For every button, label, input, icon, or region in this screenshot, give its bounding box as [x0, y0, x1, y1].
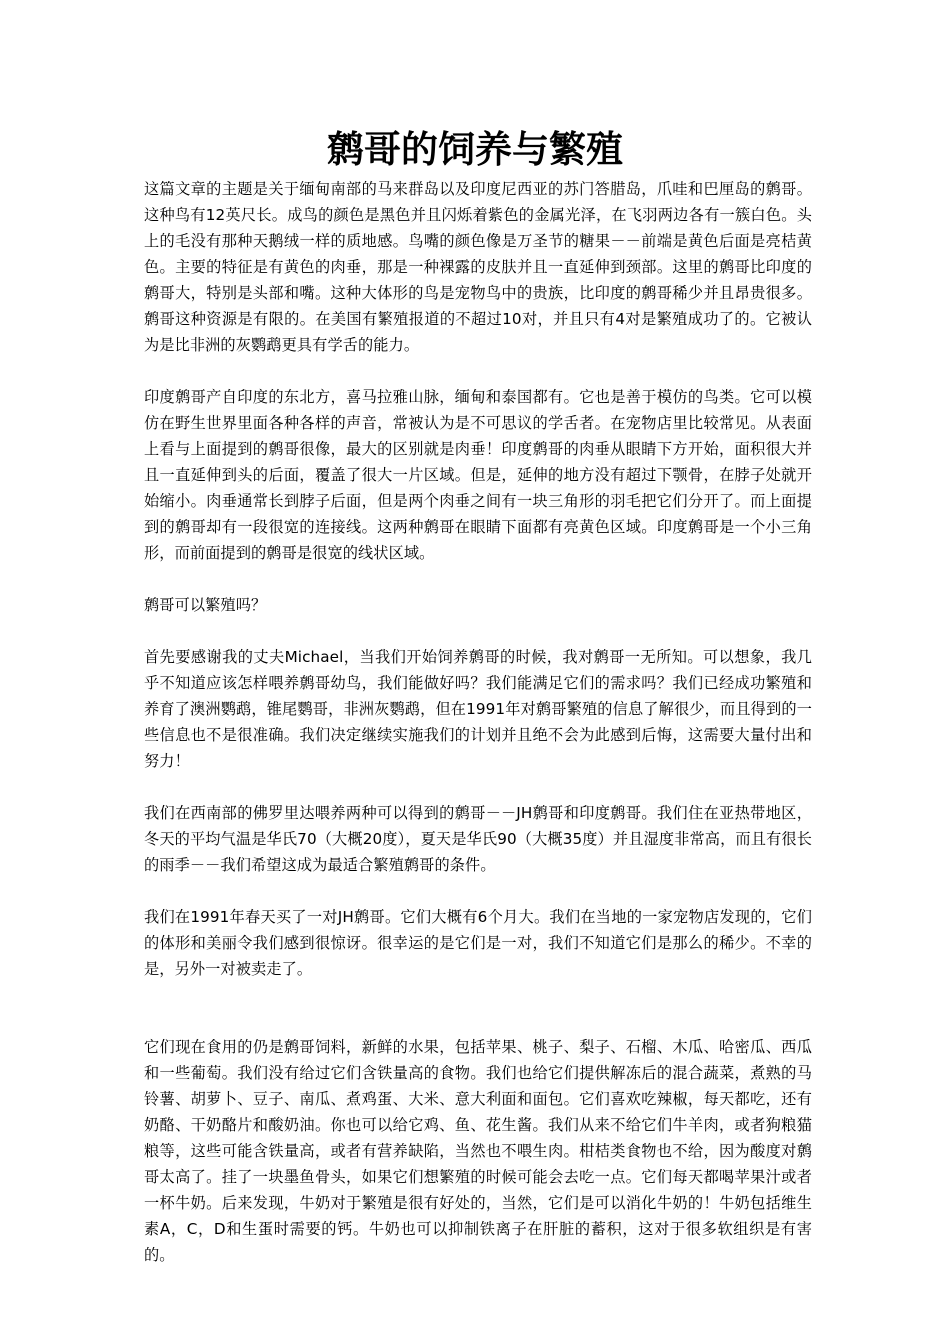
paragraph-indian-myna: 印度鹩哥产自印度的东北方，喜马拉雅山脉，缅甸和泰国都有。它也是善于模仿的鸟类。它可以模仿在野生世界里面各种各样的声音，常被认为是不可思议的学舌者。在宠物店里比较常见。从表面上看与上面提到的鹩哥很像，最大的区别就是肉垂！印度鹩哥的肉垂从眼睛下方开始，面积很大并且一直延伸到头的后面，覆盖了很大一片区域。但是，延伸的地方没有超过下颚骨，在脖子处就开始缩小。肉垂通常长到脖子后面，但是两个肉垂之间有一块三角形的羽毛把它们分开了。而上面提到的鹩哥却有一段很宽的连接线。这两种鹩哥在眼睛下面都有亮黄色区域。印度鹩哥是一个小三角形，而前面提到的鹩哥是很宽的线状区域。: [144, 388, 812, 562]
paragraph-spacer: [144, 566, 812, 592]
paragraph-spacer: [144, 618, 812, 644]
paragraph-spacer: [144, 774, 812, 800]
section-question: 鹩哥可以繁殖吗？: [144, 596, 267, 614]
paragraph-intro: 这篇文章的主题是关于缅甸南部的马来群岛以及印度尼西亚的苏门答腊岛，爪哇和巴厘岛的鹩哥。这种鸟有12英尺长。成鸟的颜色是黑色并且闪烁着紫色的金属光泽，在飞羽两边各有一簇白色。头上的毛没有那种天鹅绒一样的质地感。鸟嘴的颜色像是万圣节的糖果－－前端是黄色后面是亮桔黄色。主要的特征是有黄色的肉垂，那是一种裸露的皮肤并且一直延伸到颈部。这里的鹩哥比印度的鹩哥大，特别是头部和嘴。这种大体形的鸟是宠物鸟中的贵族，比印度的鹩哥稀少并且昂贵很多。鹩哥这种资源是有限的。在美国有繁殖报道的不超过10对，并且只有4对是繁殖成功了的。它被认为是比非洲的灰鹦鹉更具有学舌的能力。: [144, 180, 812, 354]
paragraph-spacer: [144, 982, 812, 1034]
paragraph-purchase: 我们在1991年春天买了一对JH鹩哥。它们大概有6个月大。我们在当地的一家宠物店发现的，它们的体形和美丽令我们感到很惊讶。很幸运的是它们是一对，我们不知道它们是那么的稀少。不幸的是，另外一对被卖走了。: [144, 908, 812, 978]
paragraph-florida: 我们在西南部的佛罗里达喂养两种可以得到的鹩哥－－JH鹩哥和印度鹩哥。我们住在亚热带地区，冬天的平均气温是华氏70（大概20度），夏天是华氏90（大概35度）并且湿度非常高，而且有很长的雨季－－我们希望这成为最适合繁殖鹩哥的条件。: [144, 804, 812, 874]
paragraph-diet: 它们现在食用的仍是鹩哥饲料，新鲜的水果，包括苹果、桃子、梨子、石榴、木瓜、哈密瓜、西瓜和一些葡萄。我们没有给过它们含铁量高的食物。我们也给它们提供解冻后的混合蔬菜，煮熟的马铃薯、胡萝卜、豆子、南瓜、煮鸡蛋、大米、意大利面和面包。它们喜欢吃辣椒，每天都吃，还有奶酪、干奶酪片和酸奶油。你也可以给它鸡、鱼、花生酱。我们从来不给它们牛羊肉，或者狗粮猫粮等，这些可能含铁量高，或者有营养缺陷，当然也不喂生肉。柑桔类食物也不给，因为酸度对鹩哥太高了。挂了一块墨鱼骨头，如果它们想繁殖的时候可能会去吃一点。它们每天都喝苹果汁或者一杯牛奶。后来发现，牛奶对于繁殖是很有好处的，当然，它们是可以消化牛奶的！牛奶包括维生素A，C，D和生蛋时需要的钙。牛奶也可以抑制铁离子在肝脏的蓄积，这对于很多软组织是有害的。: [144, 1038, 812, 1264]
paragraph-spacer: [144, 358, 812, 384]
document-body: [144, 176, 812, 1268]
document-title: 鹩哥的饲养与繁殖: [327, 128, 623, 171]
paragraph-thanks: 首先要感谢我的丈夫Michael，当我们开始饲养鹩哥的时候，我对鹩哥一无所知。可以想象，我几乎不知道应该怎样喂养鹩哥幼鸟，我们能做好吗？我们能满足它们的需求吗？我们已经成功繁殖和养育了澳洲鹦鹉，锥尾鹦哥，非洲灰鹦鹉，但在1991年对鹩哥繁殖的信息了解很少，而且得到的一些信息也不是很准确。我们决定继续实施我们的计划并且绝不会为此感到后悔，这需要大量付出和努力！: [144, 648, 812, 770]
paragraph-spacer: [144, 878, 812, 904]
